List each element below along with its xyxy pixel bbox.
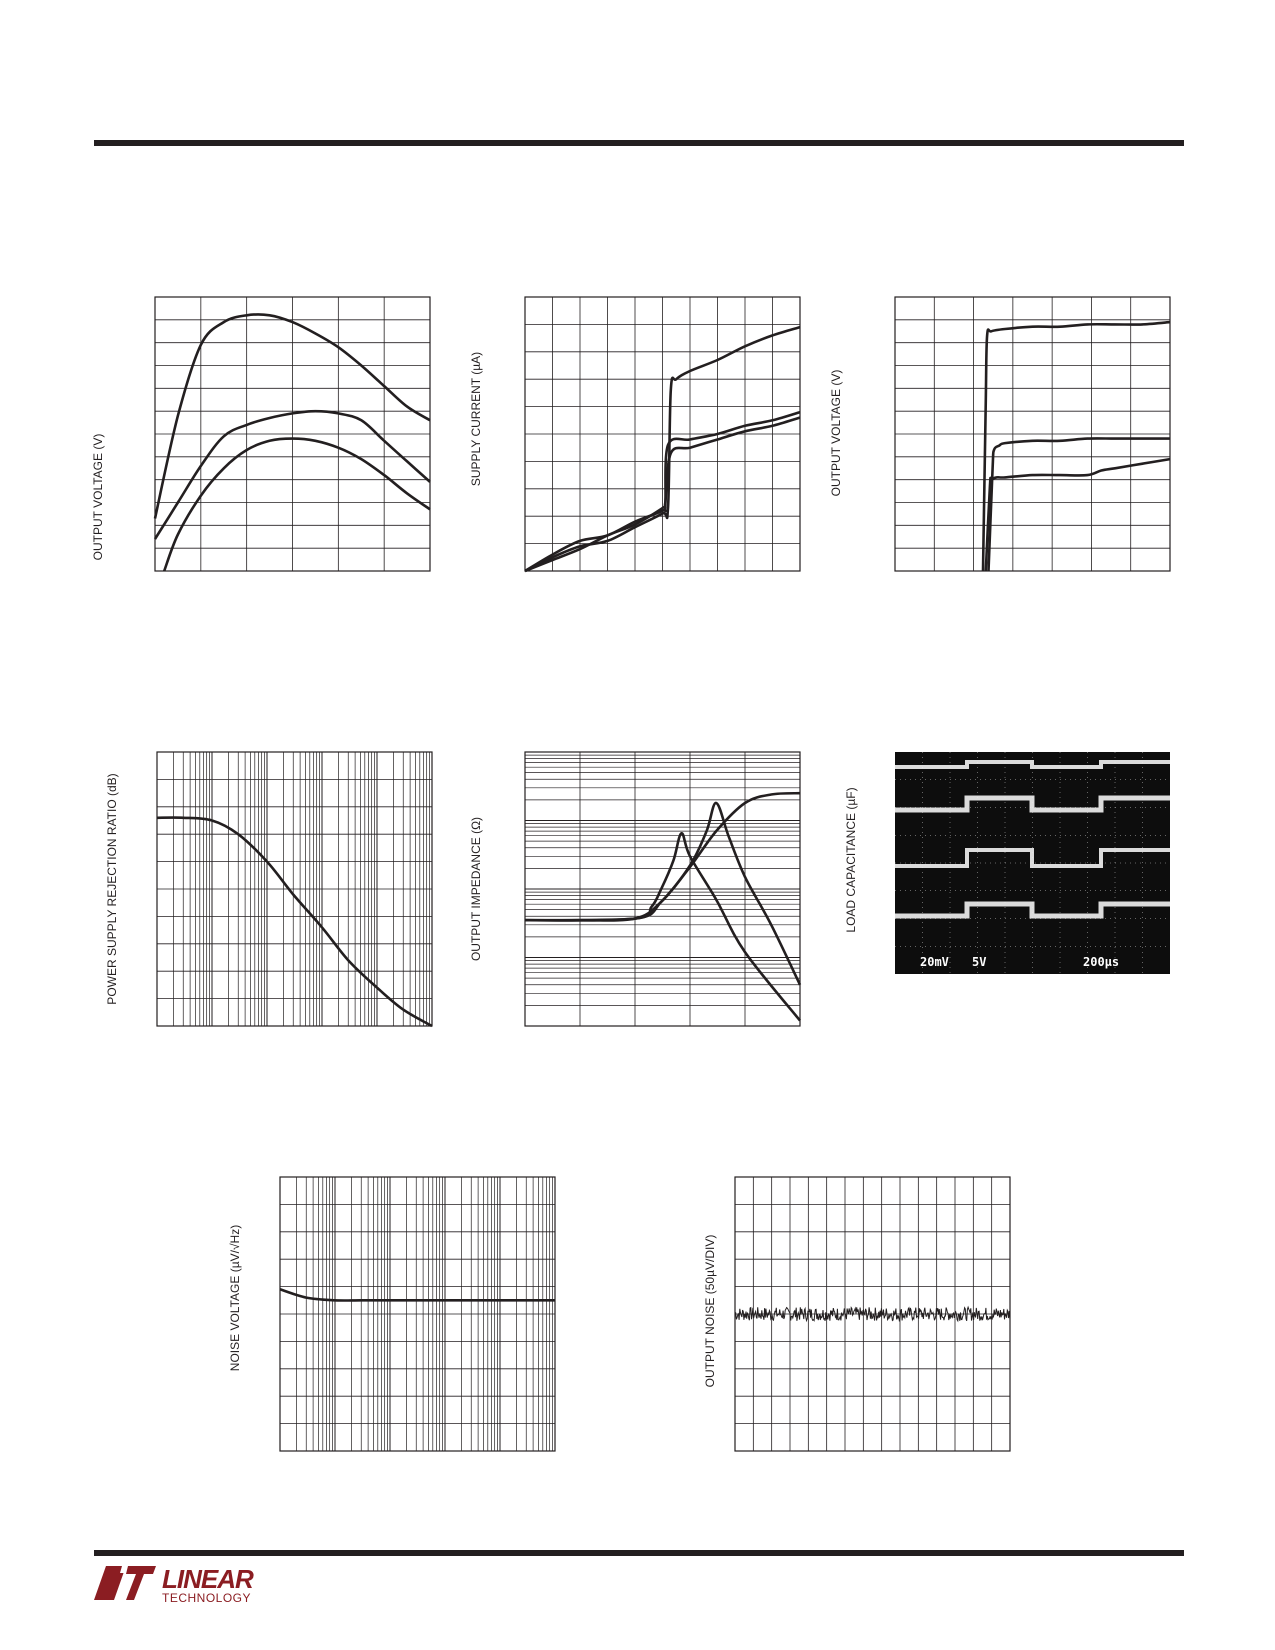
c2-ylabel: SUPPLY CURRENT (µA) — [469, 351, 483, 487]
footer-rule — [94, 1550, 1184, 1556]
logo-line-1: LINEAR — [162, 1564, 253, 1594]
supply-current-chart — [470, 285, 800, 585]
linear-technology-logo — [92, 1560, 272, 1606]
c7-series-noise — [280, 1289, 555, 1300]
c3-series-low — [986, 459, 1170, 571]
c6-ylabel: LOAD CAPACITANCE (µF) — [844, 787, 858, 933]
scope-scale-3: 200µs — [1083, 955, 1120, 969]
output-noise-chart — [700, 1165, 1010, 1465]
c8-ylabel: OUTPUT NOISE (50µV/DIV) — [703, 1234, 717, 1388]
lt-mark-icon — [94, 1566, 156, 1600]
c4-series-psrr — [157, 818, 432, 1026]
load-transient-scope — [830, 740, 1170, 1040]
logo-line-2: TECHNOLOGY — [162, 1591, 252, 1605]
c3-curves — [983, 322, 1170, 571]
scope-scale-1: 20mV — [920, 955, 949, 969]
output-voltage-chart-1 — [92, 285, 430, 585]
c3-series-top — [983, 322, 1170, 571]
c2-grid — [525, 297, 800, 571]
c5-series-b — [525, 833, 800, 1020]
c7-curves — [280, 1289, 555, 1300]
output-impedance-chart — [470, 740, 800, 1040]
c4-ylabel: POWER SUPPLY REJECTION RATIO (dB) — [105, 773, 119, 1005]
output-voltage-chart-2 — [830, 285, 1170, 585]
psrr-chart — [92, 740, 432, 1040]
c3-ylabel: OUTPUT VOLTAGE (V) — [829, 369, 843, 497]
scope-scale-2: 5V — [972, 955, 987, 969]
c1-ylabel: OUTPUT VOLTAGE (V) — [91, 433, 105, 561]
c1-series-lower — [164, 439, 430, 571]
c4-curves — [157, 818, 432, 1026]
c3-series-mid — [989, 438, 1171, 571]
c1-grid — [155, 297, 430, 571]
c7-grid — [280, 1177, 555, 1451]
c3-grid — [895, 297, 1170, 571]
c7-ylabel: NOISE VOLTAGE (µV/√Hz) — [228, 1224, 242, 1372]
c4-grid — [157, 752, 432, 1026]
c5-ylabel: OUTPUT IMPEDANCE (Ω) — [469, 816, 483, 962]
noise-voltage-chart — [215, 1165, 555, 1465]
header-rule — [94, 140, 1184, 146]
